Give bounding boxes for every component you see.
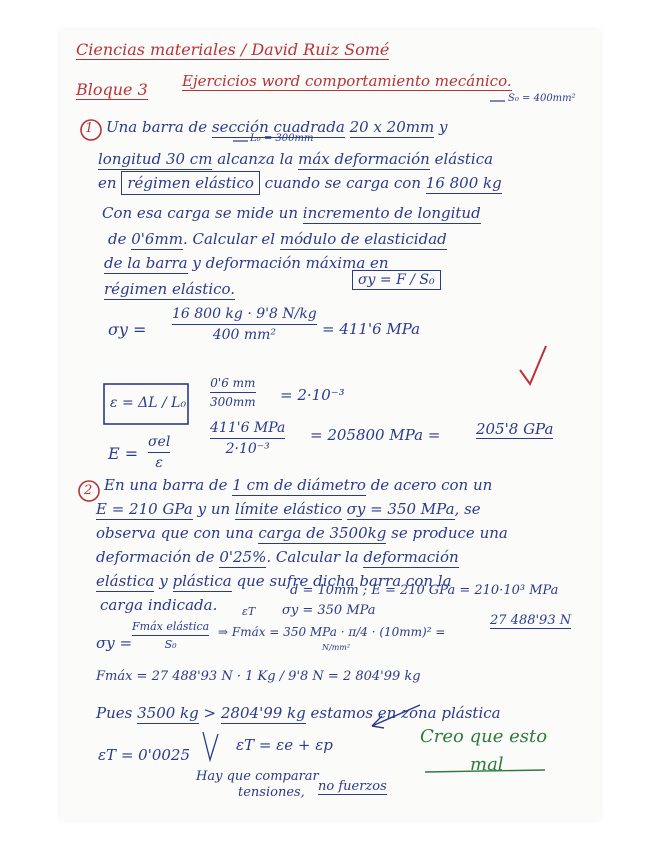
fraction-bar bbox=[148, 452, 170, 453]
epsilon-result: = 2·10⁻³ bbox=[280, 386, 345, 404]
fraction-bar bbox=[210, 392, 256, 393]
teacher-comment-2: mal bbox=[470, 754, 504, 775]
l0-note: L₀ = 300mm bbox=[250, 133, 314, 144]
text-span: de la barra bbox=[104, 254, 188, 272]
check-mark-icon bbox=[520, 346, 546, 384]
text-span: longitud 30 cm bbox=[98, 150, 213, 168]
eps-total-value: εT = 0'0025 bbox=[98, 746, 190, 764]
E-fraction bbox=[210, 420, 285, 457]
calc1-result: 27 488'93 N bbox=[490, 613, 572, 628]
sigma-denominator: 400 mm² bbox=[212, 327, 277, 343]
text-span: Pues bbox=[96, 704, 133, 722]
sigma-numerator: 16 800 kg · 9'8 N/kg bbox=[172, 306, 317, 322]
text-span: E = 210 GPa bbox=[96, 500, 193, 518]
text-span: deformación bbox=[363, 548, 459, 566]
ex2-line-1 bbox=[104, 478, 492, 493]
text-span: > bbox=[203, 704, 217, 722]
E-symbolic-denominator: ε bbox=[155, 455, 163, 471]
ex1-line-5 bbox=[108, 232, 447, 247]
text-span: la bbox=[279, 150, 294, 168]
text-span: sección cuadrada bbox=[211, 118, 345, 136]
text-span: 1 cm de diámetro bbox=[232, 476, 366, 494]
text-span: 2804'99 kg bbox=[220, 704, 306, 722]
epsilon-formula: ε = ΔL / L₀ bbox=[110, 395, 187, 411]
text-span: módulo de elasticidad bbox=[279, 230, 447, 248]
E-numerator: 411'6 MPa bbox=[210, 420, 286, 436]
text-span: incremento de longitud bbox=[302, 204, 481, 222]
text-span: En una barra de bbox=[104, 476, 228, 494]
exercise-1-number: 1 bbox=[85, 121, 94, 136]
fraction-bar bbox=[172, 324, 317, 325]
sigma-fraction bbox=[172, 306, 317, 343]
text-span: máx deformación bbox=[298, 150, 430, 168]
calc1-units: N/mm² bbox=[322, 643, 351, 652]
E-result-gpa: 205'8 GPa bbox=[476, 420, 554, 438]
text-span: 0'25% bbox=[219, 548, 267, 566]
text-span: cuando se carga con bbox=[264, 174, 421, 192]
text-span: plástica bbox=[172, 572, 232, 590]
E-denominator: 2·10⁻³ bbox=[225, 441, 270, 457]
text-span: , se bbox=[454, 500, 481, 518]
text-span: que sufre dicha barra con la bbox=[236, 572, 452, 590]
fraction-bar bbox=[132, 635, 209, 636]
E-symbolic-numerator: σel bbox=[148, 434, 171, 450]
text-span: 16 800 kg bbox=[425, 174, 502, 192]
ex2-data-2: σy = 350 MPa bbox=[282, 603, 376, 618]
text-span: carga de 3500kg bbox=[258, 524, 387, 542]
text-span: se produce una bbox=[391, 524, 508, 542]
note-line-1: Hay que comparar bbox=[196, 769, 319, 784]
sigma-formula-box: σy = F / S₀ bbox=[352, 270, 441, 290]
block-title: Ejercicios word comportamiento mecánico. bbox=[182, 72, 512, 90]
ex1-line-7 bbox=[104, 282, 235, 297]
text-span: estamos en zona plástica bbox=[310, 704, 501, 722]
fraction-bar bbox=[210, 438, 285, 439]
text-span: y bbox=[159, 572, 168, 590]
s0-note: S₀ = 400mm² bbox=[508, 93, 576, 104]
calc1-numerator: Fmáx elástica bbox=[132, 620, 210, 633]
header-title: Ciencias materiales / David Ruiz Somé bbox=[76, 40, 390, 59]
epsilon-numerator: 0'6 mm bbox=[210, 376, 256, 390]
text-span: y bbox=[438, 118, 448, 136]
ex1-line-6 bbox=[104, 256, 389, 271]
eps-total-label: εT bbox=[242, 605, 256, 618]
calc1-lhs: σy = bbox=[96, 634, 133, 652]
calc3 bbox=[96, 706, 501, 721]
note-line-3: no fuerzos bbox=[318, 779, 387, 794]
text-span: deformación de bbox=[96, 548, 215, 566]
text-span: 3500 kg bbox=[137, 704, 199, 722]
text-span: régimen elástico. bbox=[104, 280, 236, 298]
ex2-data-1: d = 10mm ; E = 210 GPa = 210·10³ MPa bbox=[290, 583, 559, 598]
ex2-line-2 bbox=[96, 502, 481, 517]
note-line-2: tensiones, bbox=[238, 785, 305, 800]
sigma-result: = 411'6 MPa bbox=[322, 320, 421, 338]
eps-total-sum: εT = εe + εp bbox=[236, 736, 333, 754]
text-span: y un bbox=[197, 500, 231, 518]
text-span: σy = 350 MPa bbox=[346, 500, 455, 518]
text-span: elástica bbox=[434, 150, 494, 168]
text-span: 0'6mm bbox=[131, 230, 183, 248]
ex1-line-1 bbox=[106, 120, 447, 135]
ex2-line-4 bbox=[96, 550, 459, 565]
calc1-denominator: S₀ bbox=[164, 638, 177, 651]
ex1-line-3 bbox=[98, 176, 502, 191]
text-span: . Calcular el bbox=[182, 230, 276, 248]
text-span: Una barra de bbox=[106, 118, 208, 136]
sigma-lhs: σy = bbox=[108, 320, 147, 339]
teacher-comment: Creo que esto bbox=[420, 726, 548, 747]
calc1-rhs: ⇒ Fmáx = 350 MPa · π/4 · (10mm)² = bbox=[218, 625, 446, 639]
block-label: Bloque 3 bbox=[76, 80, 148, 99]
E-lhs: E = bbox=[108, 444, 139, 463]
epsilon-denominator: 300mm bbox=[210, 395, 256, 409]
text-span: alcanza bbox=[217, 150, 275, 168]
text-span: observa que con una bbox=[96, 524, 254, 542]
text-span: elástica bbox=[96, 572, 155, 590]
ex1-line-4 bbox=[102, 206, 481, 221]
exercise-2-number: 2 bbox=[84, 483, 93, 498]
text-span: de acero con un bbox=[370, 476, 493, 494]
text-span: régimen elástico bbox=[121, 171, 260, 195]
text-span: de bbox=[108, 230, 127, 248]
text-span: límite elástico bbox=[234, 500, 342, 518]
text-span: Con esa carga se mide un bbox=[102, 204, 298, 222]
ex2-line-3 bbox=[96, 526, 508, 541]
calc2: Fmáx = 27 488'93 N · 1 Kg / 9'8 N = 2 804'99 kg bbox=[96, 669, 421, 684]
E-result: = 205800 MPa = bbox=[310, 426, 441, 444]
text-span: . Calcular la bbox=[266, 548, 359, 566]
ex1-line-2 bbox=[98, 152, 493, 167]
ex2-line-6: carga indicada. bbox=[100, 596, 218, 614]
E-symbolic-fraction bbox=[148, 434, 170, 471]
text-span: en bbox=[98, 174, 117, 192]
calc1-fraction bbox=[132, 620, 209, 651]
epsilon-fraction bbox=[210, 376, 256, 409]
down-arrow-icon bbox=[203, 732, 218, 760]
text-span: 20 x 20mm bbox=[349, 118, 435, 136]
text-span: y deformación máxima en bbox=[192, 254, 389, 272]
